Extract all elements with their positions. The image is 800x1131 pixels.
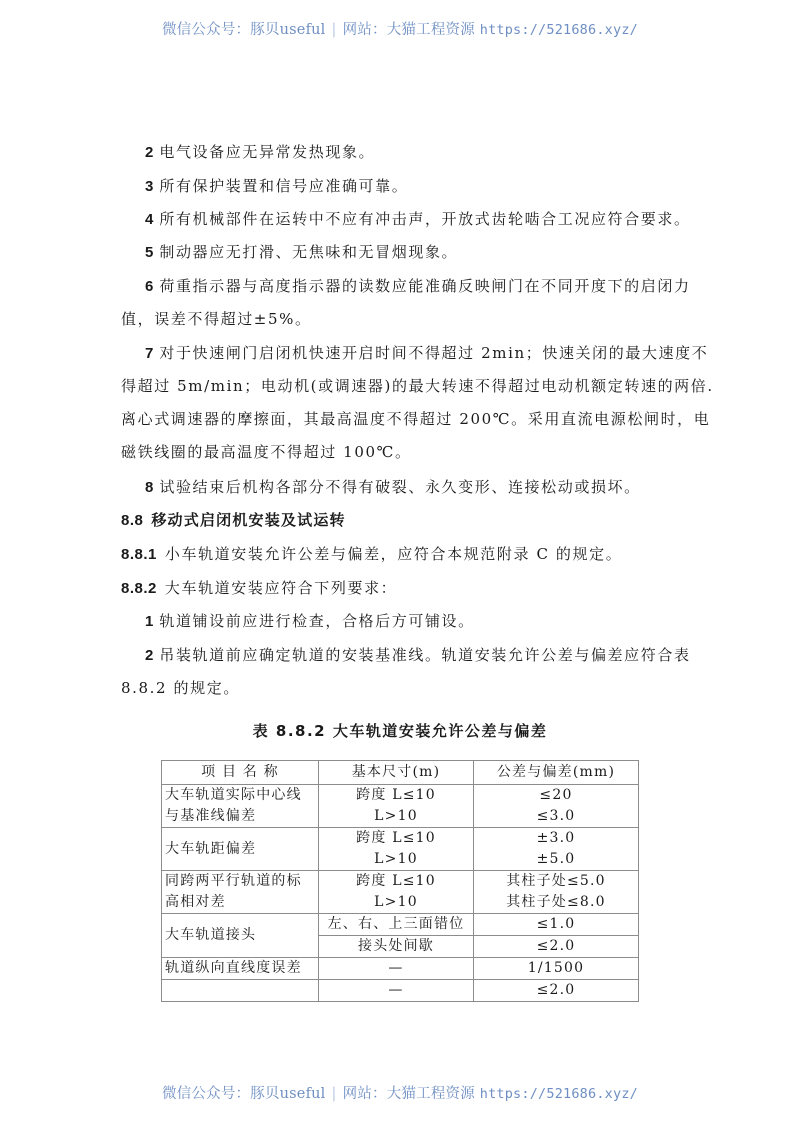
list-item-continuation: 得超过 5m/min；电动机(或调速器)的最大转速不得超过电动机额定转速的两倍.: [121, 377, 714, 395]
cell-text: ±3.0: [536, 830, 576, 846]
cell-size: [319, 871, 474, 914]
item-number: 8: [145, 479, 154, 496]
cell-text: 跨度 L≤10: [356, 830, 436, 846]
section-heading: [121, 510, 677, 531]
item-text: 制动器应无打滑、无焦味和无冒烟现象。: [159, 243, 459, 261]
cell-text: ±5.0: [536, 851, 576, 867]
table-row: [162, 871, 639, 914]
cell-size: —: [319, 958, 474, 980]
table-row: [162, 958, 639, 980]
cell-text: 其柱子处≤5.0: [506, 873, 606, 889]
cell-item: [162, 785, 319, 828]
item-text: 试验结束后机构各部分不得有破裂、永久变形、连接松动或损坏。: [159, 478, 641, 496]
item-text: 轨道铺设前应进行检查，合格后方可铺设。: [159, 612, 475, 630]
item-number: 6: [145, 278, 154, 295]
table-row: [162, 785, 639, 828]
watermark-wechat: 微信公众号：豚贝useful: [162, 1086, 326, 1102]
item-number: 4: [145, 211, 154, 228]
item-number: 5: [145, 244, 154, 261]
cell-text: 大车轨道实际中心线: [165, 787, 302, 803]
watermark-wechat: 微信公众号：豚贝useful: [162, 22, 326, 38]
cell-size: [319, 785, 474, 828]
cell-tolerance: ≤1.0: [474, 914, 639, 936]
cell-text: L>10: [374, 894, 418, 910]
list-item-continuation: 8.8.2 的规定。: [121, 679, 240, 697]
cell-text: 跨度 L≤10: [356, 873, 436, 889]
cell-size: [319, 828, 474, 871]
cell-size: 左、右、上三面错位: [319, 914, 474, 936]
cell-tolerance: 1/1500: [474, 958, 639, 980]
list-item: [145, 242, 701, 263]
item-text: 电气设备应无异常发热现象。: [159, 143, 376, 161]
watermark-footer: [0, 1082, 800, 1103]
list-item: [145, 343, 709, 364]
cell-item: 大车轨道接头: [162, 914, 319, 958]
list-item-continuation: 值，误差不得超过±5%。: [121, 310, 312, 328]
cell-tolerance: [474, 871, 639, 914]
clause-number: 8.8.1: [121, 546, 157, 563]
cell-text: 高相对差: [165, 894, 226, 910]
cell-tolerance: [474, 785, 639, 828]
clause: [121, 544, 677, 565]
list-item: [145, 209, 701, 230]
list-item: [145, 645, 701, 666]
list-item-continuation: 离心式调速器的摩擦面，其最高温度不得超过 200℃。采用直流电源松闸时，电: [121, 410, 711, 428]
section-number: 8.8: [121, 512, 144, 529]
cell-text: L>10: [374, 808, 418, 824]
clause-text: 小车轨道安装允许公差与偏差，应符合本规范附录 C 的规定。: [164, 545, 623, 563]
cell-text: 其柱子处≤8.0: [506, 894, 606, 910]
cell-text: 与基准线偏差: [165, 808, 257, 824]
watermark-header: [0, 18, 800, 39]
item-number: 2: [145, 144, 154, 161]
clause-text: 大车轨道安装应符合下列要求：: [164, 579, 398, 597]
cell-text: 跨度 L≤10: [356, 787, 436, 803]
column-header-tolerance: 公差与偏差(mm): [474, 761, 639, 785]
list-item: [145, 142, 701, 163]
cell-text: ≤3.0: [536, 808, 576, 824]
clause: [121, 578, 677, 599]
table-row: [162, 914, 639, 936]
table-header-row: [162, 761, 639, 785]
cell-text: L>10: [374, 851, 418, 867]
cell-item: [162, 871, 319, 914]
item-text: 所有机械部件在运转中不应有冲击声，开放式齿轮啮合工况应符合要求。: [159, 210, 691, 228]
item-number: 1: [145, 613, 154, 630]
item-number: 7: [145, 345, 154, 362]
watermark-url: https://521686.xyz/: [479, 1086, 638, 1102]
table-row: [162, 980, 639, 1002]
item-text-line: 对于快速闸门启闭机快速开启时间不得超过 2min；快速关闭的最大速度不: [159, 344, 709, 362]
cell-item: 轨道纵向直线度误差: [162, 958, 319, 980]
item-text: 所有保护装置和信号应准确可靠。: [159, 177, 409, 195]
list-item: [145, 477, 701, 498]
table-title: 表 8.8.2 大车轨道安装允许公差与偏差: [252, 722, 548, 740]
section-title: 移动式启闭机安装及试运转: [151, 511, 346, 529]
list-item: [145, 276, 701, 297]
cell-item: [162, 980, 319, 1002]
item-number: 2: [145, 647, 154, 664]
column-header-size: 基本尺寸(m): [319, 761, 474, 785]
cell-text: 同跨两平行轨道的标: [165, 873, 302, 889]
watermark-separator: |: [331, 22, 337, 38]
watermark-url: https://521686.xyz/: [479, 22, 638, 38]
item-text-line: 吊装轨道前应确定轨道的安装基准线。轨道安装允许公差与偏差应符合表: [159, 646, 691, 664]
cell-text: ≤20: [539, 787, 573, 803]
watermark-separator: |: [331, 1086, 337, 1102]
cell-size: —: [319, 980, 474, 1002]
cell-size: 接头处间歇: [319, 936, 474, 958]
item-text-line: 荷重指示器与高度指示器的读数应能准确反映闸门在不同开度下的启闭力: [159, 277, 691, 295]
cell-item: 大车轨距偏差: [162, 828, 319, 871]
cell-tolerance: [474, 828, 639, 871]
cell-tolerance: ≤2.0: [474, 936, 639, 958]
item-number: 3: [145, 178, 154, 195]
column-header-item: 项 目 名 称: [162, 761, 319, 785]
table-row: [162, 828, 639, 871]
watermark-site: 网站：大猫工程资源: [342, 22, 475, 38]
watermark-site: 网站：大猫工程资源: [342, 1086, 475, 1102]
list-item: [145, 611, 701, 632]
cell-tolerance: ≤2.0: [474, 980, 639, 1002]
tolerance-table: [161, 760, 639, 1002]
list-item-continuation: 磁铁线圈的最高温度不得超过 100℃。: [121, 443, 412, 461]
list-item: [145, 176, 701, 197]
clause-number: 8.8.2: [121, 580, 157, 597]
